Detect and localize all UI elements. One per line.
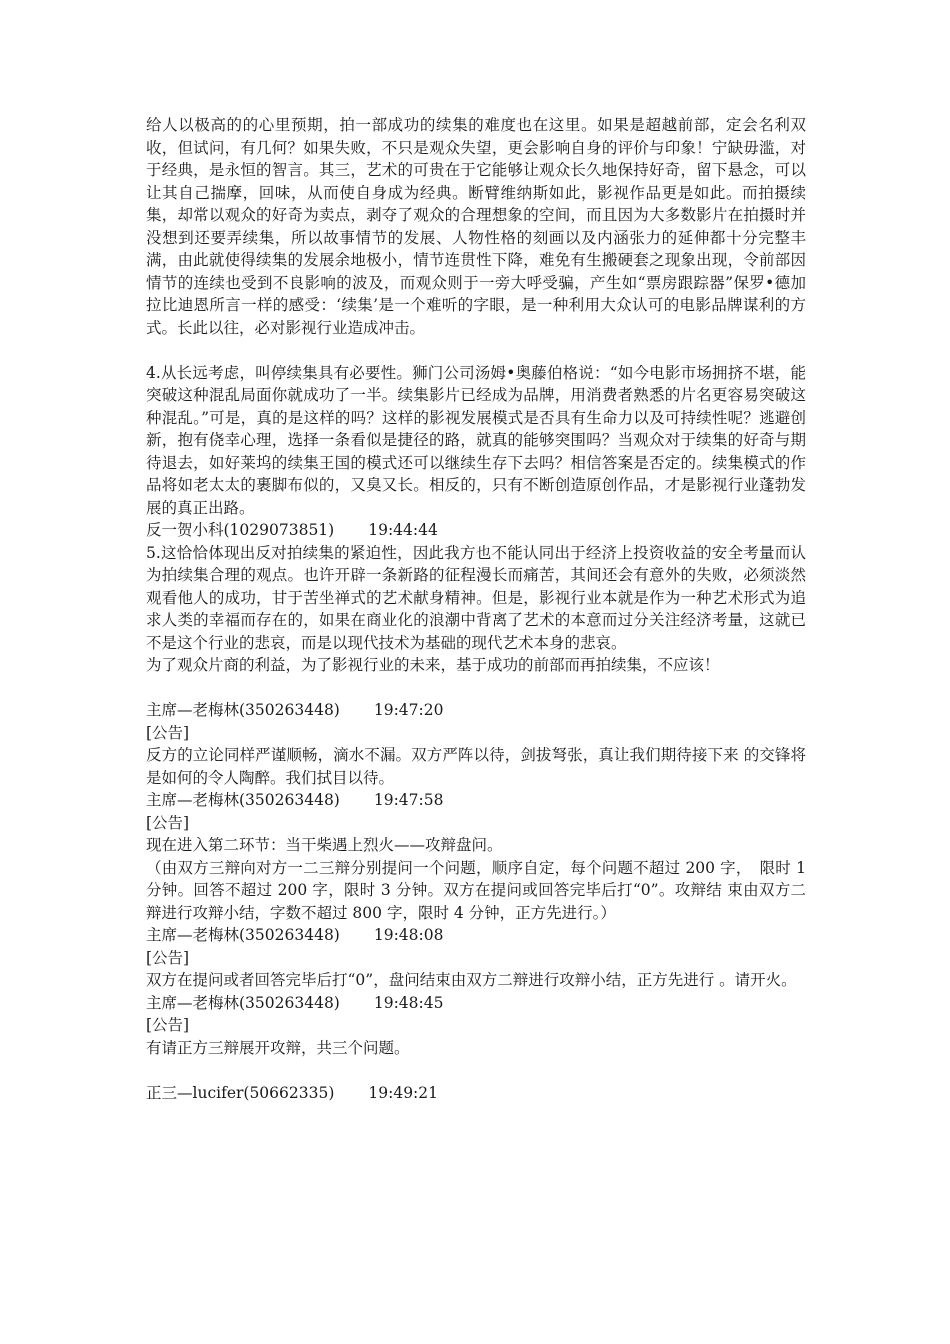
paragraph: 双方在提问或者回答完毕后打“0”，盘问结束由双方二辩进行攻辩小结，正方先进行 。请开火。	[146, 971, 797, 989]
paragraph: 5.这恰恰体现出反对拍续集的紧迫性，因此我方也不能认同出于经济上投资收益的安全考量而认为拍续集合理的观点。也许开辟一条新路的征程漫长而痛苦，其间还会有意外的失败，必须淡然观看他人的成功，甘于苦坐禅式的艺术献身精神。但是，影视行业本就是作为一种艺术形式为追求人类的幸福而存在的，如果在商业化的浪潮中背离了艺术的本意而过分关注经济考量，这就已不是这个行业的悲哀，而是以现代技术为基础的现代艺术本身的悲哀。	[146, 543, 806, 652]
message-timestamp: 19:47:58	[373, 791, 444, 809]
blank-line	[146, 1059, 806, 1082]
message-header	[146, 519, 806, 542]
paragraph: 为了观众片商的利益，为了影视行业的未来，基于成功的前部而再拍续集，不应该！	[146, 656, 720, 674]
speaker-name: 正三—lucifer(50662335)	[146, 1083, 335, 1102]
message-header	[146, 1082, 806, 1105]
message-timestamp: 19:48:08	[373, 926, 444, 944]
message-timestamp: 19:47:20	[373, 701, 444, 719]
message-header	[146, 789, 806, 812]
paragraph: 给人以极高的的心里预期，拍一部成功的续集的难度也在这里。如果是超越前部，定会名利双收，但试问，有几何？如果失败，不只是观众失望，更会影响自身的评价与印象！宁缺毋滥，对于经典，是永恒的智言。其三，艺术的可贵在于它能够让观众长久地保持好奇，留下悬念，可以让其自己揣摩，回味，从而使自身成为经典。断臂维纳斯如此，影视作品更是如此。而拍摄续集，却常以观众的好奇为卖点，剥夺了观众的合理想象的空间，而且因为大多数影片在拍摄时并没想到还要弄续集，所以故事情节的发展、人物性格的刻画以及内涵张力的延伸都十分完整丰满，由此就使得续集的发展余地极小，情节连贯性下降，难免有生搬硬套之现象出现，令前部因情节的连续也受到不良影响的波及，而观众则于一旁大呼受骗，产生如“票房跟踪器”保罗•德加拉比迪恩所言一样的感受：‘续集’是一个难听的字眼，是一种利用大众认可的电影品牌谋利的方式。长此以往，必对影视行业造成冲击。	[146, 116, 806, 337]
message-timestamp: 19:44:44	[368, 521, 438, 539]
notice-tag: [公告]	[146, 813, 190, 832]
message-header	[146, 699, 806, 722]
message-timestamp: 19:48:45	[373, 993, 444, 1012]
speaker-name: 主席—老梅林(350263448)	[146, 926, 340, 944]
message-header	[146, 924, 806, 947]
speaker-name: 主席—老梅林(350263448)	[146, 993, 340, 1012]
paragraph: 4.从长远考虑，叫停续集具有必要性。狮门公司汤姆•奥藤伯格说：“如今电影市场拥挤不堪，能突破这种混乱局面你就成功了一半。续集影片已经成为品牌，用消费者熟悉的片名更容易突破这种混乱。”可是，真的是这样的吗？这样的影视发展模式是否具有生命力以及可持续性呢？逃避创新，抱有侥幸心理，选择一条看似是捷径的路，就真的能够突围吗？当观众对于续集的好奇与期待退去，如好莱坞的续集王国的模式还可以继续生存下去吗？相信答案是否定的。续集模式的作品将如老太太的裹脚布似的，又臭又长。相反的，只有不断创造原创作品，才是影视行业蓬勃发展的真正出路。	[146, 363, 806, 517]
notice-tag: [公告]	[146, 1016, 190, 1034]
paragraph: 反方的立论同样严谨顺畅，滴水不漏。双方严阵以待，剑拔弩张，真让我们期待接下来 的交锋将是如何的令人陶醉。我们拭目以待。	[146, 746, 806, 787]
notice-tag: [公告]	[146, 723, 190, 742]
blank-line	[146, 677, 806, 700]
paragraph: （由双方三辩向对方一二三辩分别提问一个问题，顺序自定，每个问题不超过 200 字， 限时 1 分钟。回答不超过 200 字，限时 3 分钟。双方在提问或回答完毕后打“0”。攻辩结 束由双方二辩进行攻辩小结，字数不超过 800 字，限时 4 分钟，正方先进行。）	[146, 858, 806, 922]
blank-line	[146, 339, 806, 362]
paragraph: 有请正方三辩展开攻辩，共三个问题。	[146, 1038, 410, 1057]
speaker-name: 反一贺小科(1029073851)	[146, 521, 335, 539]
speaker-name: 主席—老梅林(350263448)	[146, 701, 340, 719]
notice-tag: [公告]	[146, 948, 190, 967]
message-header	[146, 992, 806, 1015]
message-timestamp: 19:49:21	[368, 1083, 439, 1102]
speaker-name: 主席—老梅林(350263448)	[146, 791, 340, 809]
paragraph: 现在进入第二环节：当干柴遇上烈火——攻辩盘问。	[146, 836, 503, 854]
document-page	[146, 114, 806, 1104]
